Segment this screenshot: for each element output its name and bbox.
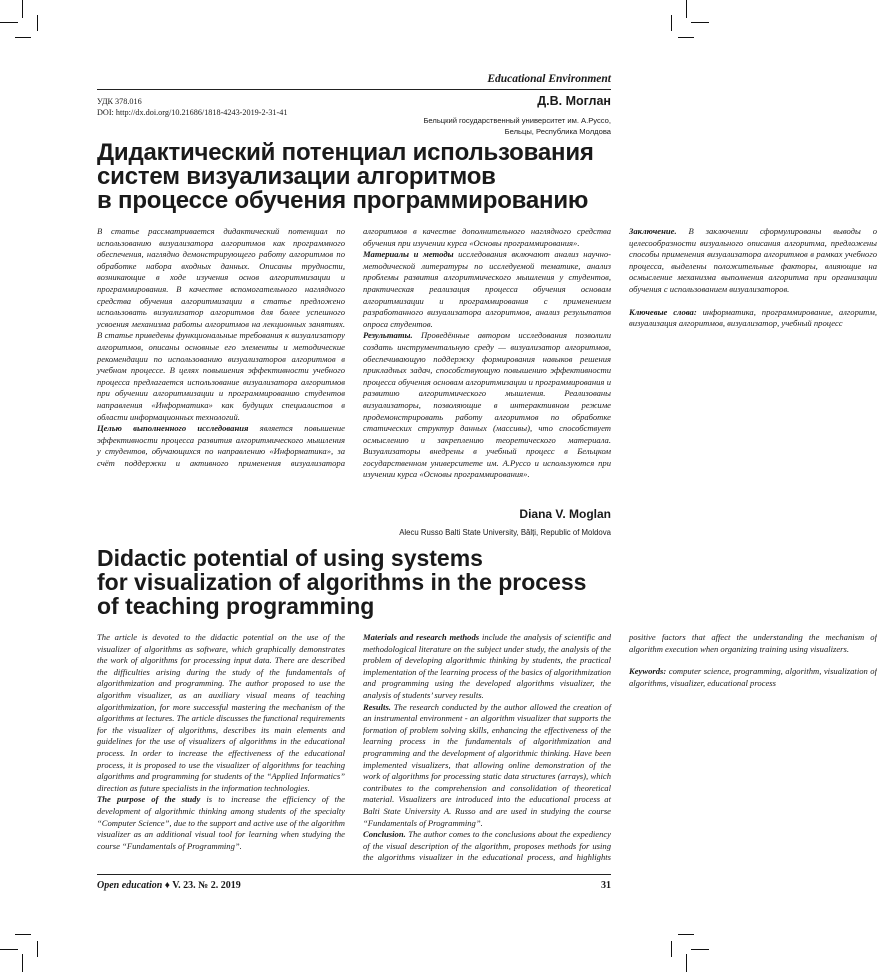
keywords-label: Keywords:	[629, 666, 667, 677]
abstract-ru-conclusion	[629, 226, 877, 296]
abstract-en-intro: The article is devoted to the didactic potential on the use of the visualizer of algorithms as software, which graphically demonstrates the work of algorithms for processing input data. There are described the difficulties arising during the study of the fundamentals of algorithmization and programming. The author proposed to use the algorithm visualizer, as an auxiliary visual means of teaching algorithmization, for more successful mastering the mechanism of the algorithms at lectures. The article discusses the functional requirements for the visualizer of algorithms, describes its main elements and guidelines for the use of visualizers of algorithms in the educational process. In order to increase the effectiveness of the educational process, it is proposed to use the visualizer of algorithms for teaching algorithms and programming for students of the “Applied Informatics” direction as future specialists in the information technologies.	[97, 632, 345, 793]
crop-mark	[671, 15, 672, 31]
methods-label: Материалы и методы	[363, 249, 454, 260]
crop-mark	[691, 949, 709, 950]
abstract-ru-intro: В статье рассматривается дидактический потенциал по использованию визуализатора алгоритмов как программного обеспечения, наглядно демонстрирующего работу алгоритмов по обработке набора входных данных. Описаны трудности, возникающие в ходе изучения основ алгоритмизации и программирования. В качестве вспомогательного наглядного средства обучения алгоритмизации в статье предложено использовать визуализатор алгоритмов для более успешного усвоения механизма работы алгоритмов на лекционных занятиях. В статье приведены функциональные требования к визуализатору алгоритмов, описаны основные его элементы и методические рекомендации по использованию визуализаторов алгоритмов в учебном процессе. В целях повышения эффективности учебного процесса предлагается использование визуализатора алгоритмов при обучении алгоритмизации и программированию студентов направления «Информатика» как будущих специалистов в области информационных технологий.	[97, 226, 345, 422]
crop-mark	[671, 941, 672, 957]
crop-mark	[678, 37, 694, 38]
udk-doi-block	[97, 96, 287, 118]
title-en-line: for visualization of algorithms in the process	[97, 569, 587, 595]
header-rule	[97, 89, 611, 90]
conclusion-text: The author comes to the conclusions about the expediency of the visual description of the algorithm, proposes methods for using the algorithms visualizer in the educational process, and highlights positive factors that affect the understanding the mechanism of algorithm execution when organizing training using visualizers.	[363, 632, 877, 863]
conclusion-label: Conclusion.	[363, 829, 406, 840]
crop-mark	[22, 954, 23, 972]
purpose-label: Целью выполненного исследования	[97, 423, 249, 434]
footer-rule	[97, 874, 611, 875]
keywords-ru	[629, 307, 877, 330]
conclusion-text: В заключении сформулированы выводы о целесообразности визуального описания алгоритма, предложены способы применения визуализатора алгоритмов в рамках учебного процесса, выделены положительные факторы, влияющие на осмысление механизма выполнения алгоритма при организации обучения с использованием визуализаторов.	[629, 226, 877, 294]
abstract-ru-methods	[363, 249, 611, 330]
crop-mark	[37, 15, 38, 31]
methods-label: Materials and research methods	[363, 632, 480, 642]
abstract-en-results	[363, 702, 611, 830]
udk-code: УДК 378.016	[97, 97, 142, 106]
crop-mark	[678, 934, 694, 935]
keywords-text: информатика, программирование, алгоритм, визуализация алгоритмов, визуализатор, учебный процесс	[629, 306, 877, 329]
journal-footer	[97, 880, 241, 891]
title-ru-line: Дидактический потенциал использования	[97, 139, 594, 166]
title-ru-line: в процессе обучения программированию	[97, 187, 589, 214]
title-ru	[97, 141, 617, 213]
title-en-line: Didactic potential of using systems	[97, 545, 483, 571]
affiliation-en: Alecu Russo Balti State University, Bălți, Republic of Moldova	[399, 528, 611, 537]
crop-mark	[686, 0, 687, 18]
section-running-head: Educational Environment	[487, 73, 611, 85]
conclusion-label: Заключение.	[629, 226, 677, 236]
crop-mark	[37, 941, 38, 957]
journal-issue: V. 23. № 2. 2019	[172, 880, 241, 891]
abstract-en-purpose	[97, 794, 345, 852]
title-en-line: of teaching programming	[97, 593, 375, 619]
crop-mark	[686, 954, 687, 972]
crop-mark	[0, 22, 18, 23]
results-text: Проведённые автором исследования позволили создать инструментальную среду — визуализатор алгоритмов, обеспечивающую поддержку формирования навыков решения прикладных задач, способствующую повышению эффективности процесса обучения основам алгоритмизации и программирования и развитию алгоритмического мышления. Реализованы визуализаторы, позволяющие в интерактивном режиме продемонстрировать работу алгоритмов по обработке статических структур данных (массивы), что способствует осмыслению и закреплению теоретического материала. Визуализаторы внедрены в учебный процесс в Бельцком государственном университете им. А.Руссо и используются при изучении курса «Основы программирования».	[363, 330, 611, 480]
affiliation-ru-line: Бельцкий государственный университет им. А.Руссо,	[423, 116, 611, 125]
author-name-ru: Д.В. Моглан	[537, 94, 611, 108]
abstract-ru-results	[363, 330, 611, 481]
abstract-ru-body	[97, 226, 877, 482]
results-label: Results.	[363, 701, 391, 712]
keywords-text: computer science, programming, algorithm, visualization of algorithms, visualizer, educational process	[629, 666, 877, 688]
keywords-en	[629, 666, 877, 689]
keywords-label: Ключевые слова:	[629, 306, 697, 317]
author-name-en: Diana V. Moglan	[519, 507, 611, 521]
results-label: Результаты.	[363, 330, 413, 341]
results-text: The research conducted by the author allowed the creation of an instrumental environment - an algorithm visualizer that supports the formation of problem solving skills, enhancing the effectiveness of the learning process in the fundamentals of algorithmization and programming and the development of algorithmic thinking. Have been implemented visualizers, that allowing online demonstration of the work of algorithms for processing static data structures (arrays), which contributes to the comprehension and consolidation of theoretical material. Visualizers are introduced into the educational process at Balti State University A. Russo and are used in studying the course “Fundamentals of Programming”.	[363, 701, 611, 828]
crop-mark	[15, 934, 31, 935]
purpose-text: является повышение эффективности процесса развития алгоритмического мышления у студентов, обучающихся по направлению «Информатика», за счёт поддержки и активного применения визуализатора алгоритмов в качестве дополнительного наглядного средства обучения при изучении курса «Основы программирования».	[97, 226, 611, 468]
page-number: 31	[601, 880, 611, 891]
title-en	[97, 546, 617, 618]
purpose-label: The purpose of the study	[97, 794, 201, 805]
abstract-en-body	[97, 632, 877, 868]
crop-mark	[0, 949, 18, 950]
affiliation-ru	[423, 115, 611, 137]
doi-link[interactable]: DOI: http://dx.doi.org/10.21686/1818-4243-2019-2-31-41	[97, 108, 288, 117]
abstract-en-methods	[363, 632, 611, 702]
methods-text: include the analysis of scientific and methodological literature on the subject under study, the analysis of the problem of developing algorithmic thinking by students, the practical implementation of the learning process of the basics of algorithmization and programming using the developed algorithms visualizer, the analysis of students’ survey results.	[363, 632, 611, 700]
crop-mark	[22, 0, 23, 18]
title-ru-line: систем визуализации алгоритмов	[97, 163, 496, 190]
affiliation-ru-line: Бельцы, Республика Молдова	[504, 127, 611, 136]
purpose-text: is to increase the efficiency of the development of algorithmic thinking among students of the specialty “Computer Science”, due to the support and active use of the algorithm visualizer as an additional visual tool for learning when studying the course “Fundamentals of Programming”.	[97, 794, 345, 851]
journal-name: Open education	[97, 880, 163, 891]
crop-mark	[691, 22, 709, 23]
diamond-icon: ♦	[164, 880, 170, 891]
crop-mark	[15, 37, 31, 38]
methods-text: исследования включают анализ научно-методической литературы по исследуемой тематике, анализ проблемы развития алгоритмического мышления у студентов, практическая реализация процесса обучения основам алгоритмизации и программирования с применением разработанного визуализатора алгоритмов, анализ результатов опроса студентов.	[363, 249, 612, 329]
